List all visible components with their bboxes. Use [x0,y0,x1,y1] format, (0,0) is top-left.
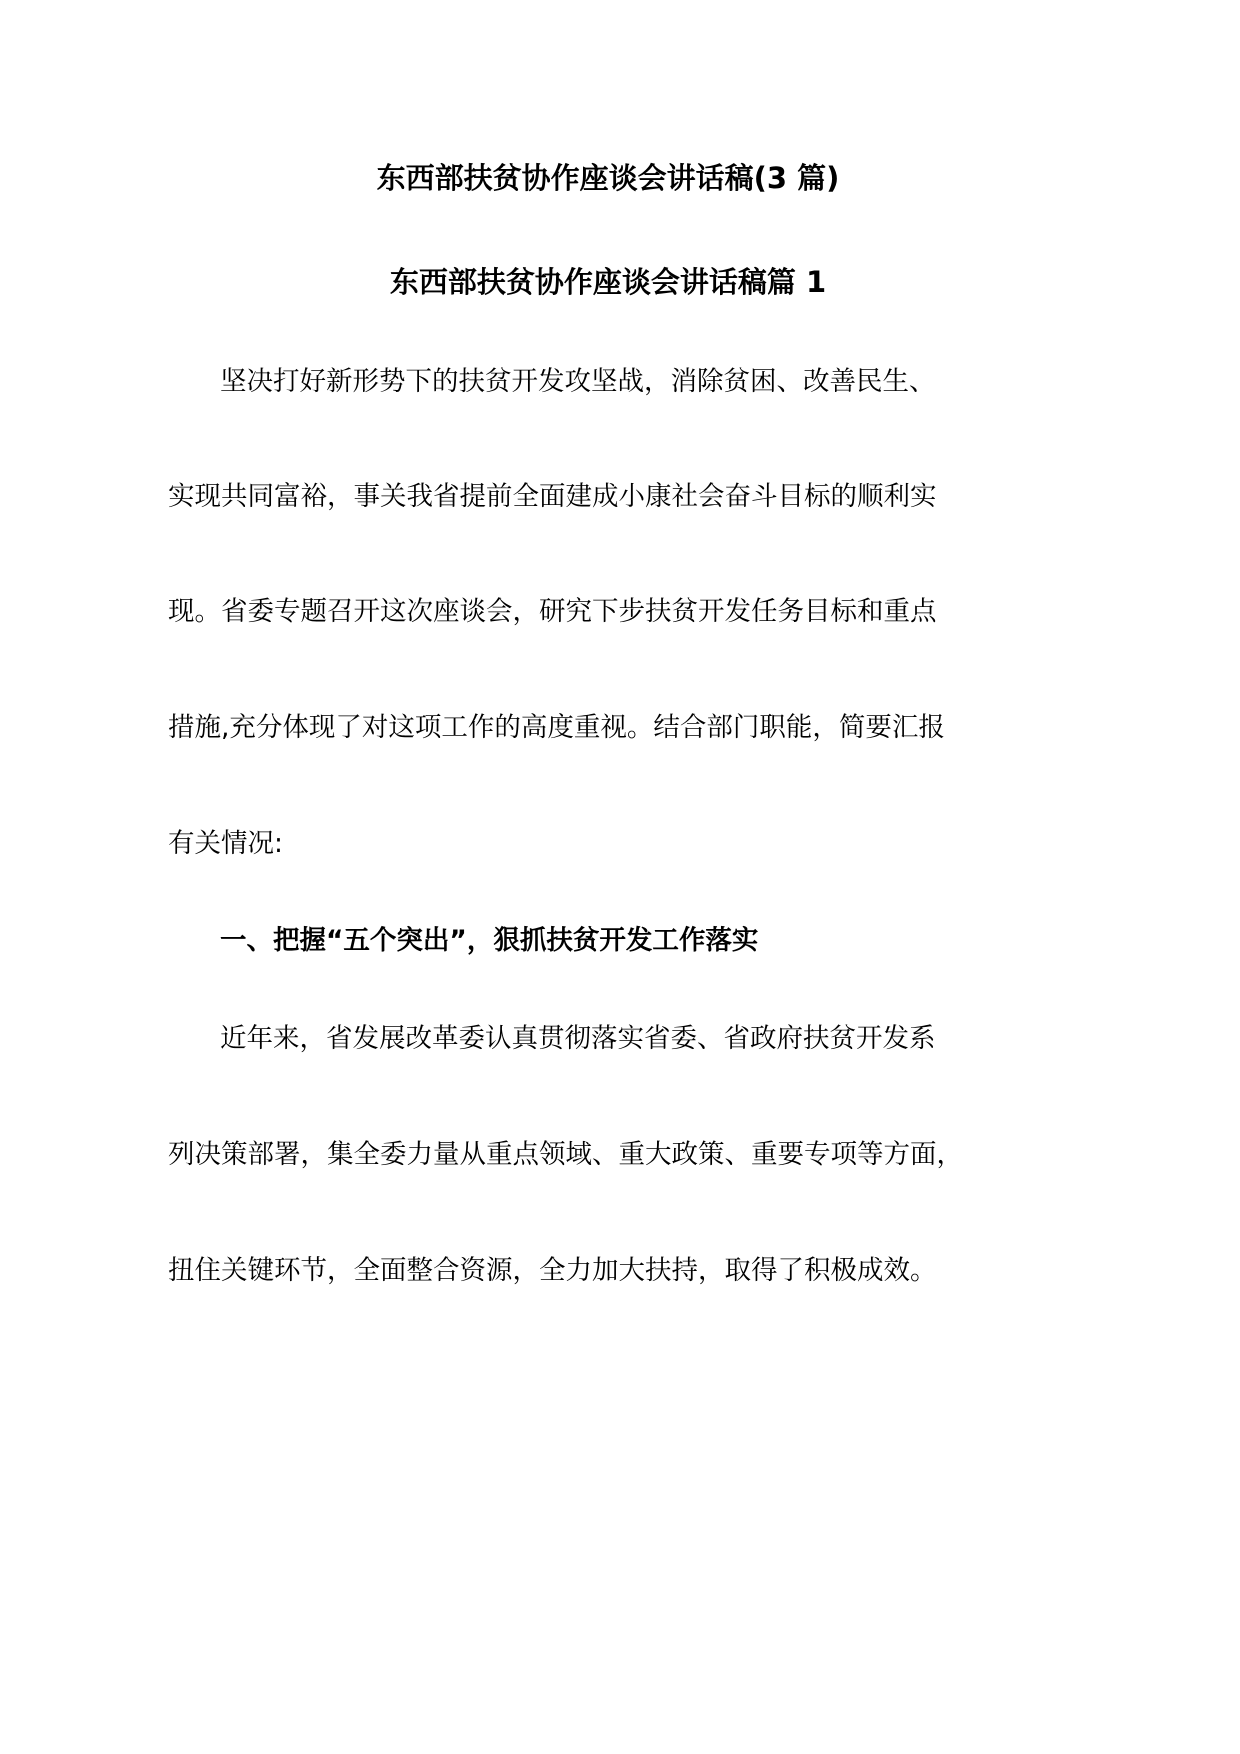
paragraph-line: 有关情况: [168,828,283,859]
paragraph-line: 列决策部署，集全委力量从重点领域、重大政策、重要专项等方面， [168,1139,963,1170]
paragraph-line: 措施,充分体现了对这项工作的高度重视。结合部门职能，简要汇报 [168,712,945,743]
document-subtitle: 东西部扶贫协作座谈会讲话稿篇 1 [389,265,827,299]
paragraph-line: 实现共同富裕，事关我省提前全面建成小康社会奋斗目标的顺利实 [168,481,937,512]
section-heading: 一、把握“五个突出”，狠抓扶贫开发工作落实 [220,925,759,956]
document-title: 东西部扶贫协作座谈会讲话稿(3 篇) [376,161,840,195]
paragraph-line: 扭住关键环节，全面整合资源，全力加大扶持，取得了积极成效。 [168,1255,937,1286]
paragraph-line: 近年来，省发展改革委认真贯彻落实省委、省政府扶贫开发系 [220,1023,936,1054]
paragraph-line: 坚决打好新形势下的扶贫开发攻坚战，消除贫困、改善民生、 [220,366,936,397]
paragraph-line: 现。省委专题召开这次座谈会，研究下步扶贫开发任务目标和重点 [168,596,937,627]
